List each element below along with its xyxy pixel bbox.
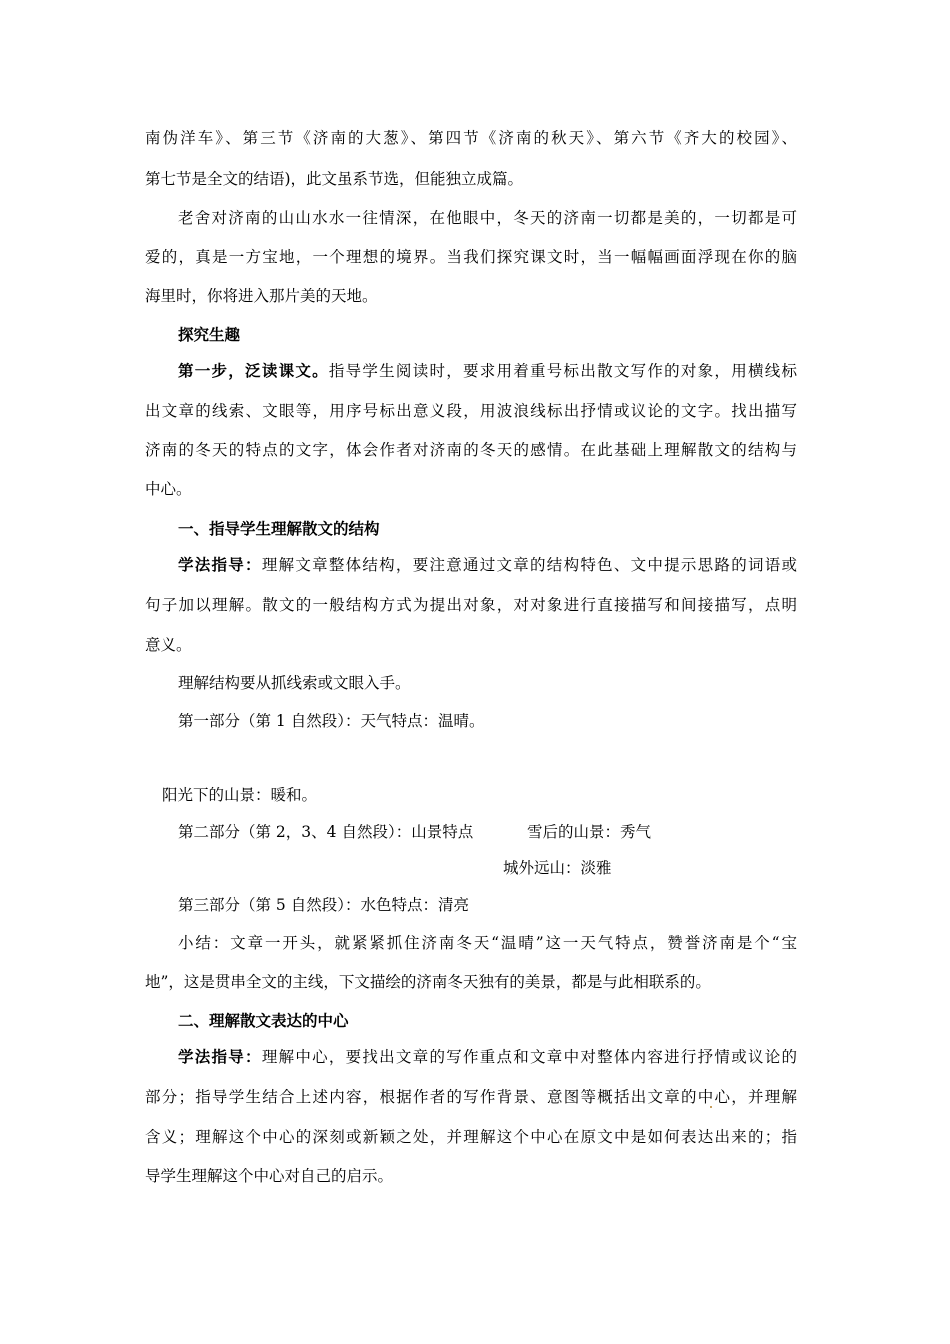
method-text: 理解文章整体结构，要注意通过文章的结构特色、文中提示思路的词语或 <box>261 556 797 574</box>
paragraph-line: 导学生理解这个中心对自己的启示。 <box>145 1167 394 1185</box>
method-text: 理解中心，要找出文章的写作重点和文章中对整体内容进行抒情或议论的 <box>261 1048 797 1066</box>
paragraph-line: 含义；理解这个中心的深刻或新颖之处，并理解这个中心在原文中是如何表达出来的；指 <box>145 1128 797 1146</box>
step-text: 指导学生阅读时，要求用着重号标出散文写作的对象，用横线标 <box>328 362 797 380</box>
method-label: 学法指导： <box>178 555 262 574</box>
step-label: 第一步，泛读课文。 <box>178 361 329 380</box>
paragraph-line: 中心。 <box>145 480 192 498</box>
paragraph-line: 爱的，真是一方宝地，一个理想的境界。当我们探究课文时，当一幅幅画面浮现在你的脑 <box>145 248 797 266</box>
paragraph-line: 句子加以理解。散文的一般结构方式为提出对象，对对象进行直接描写和间接描写，点明 <box>145 596 797 614</box>
section-heading: 二、理解散文表达的中心 <box>178 1011 349 1030</box>
paragraph-line: 部分；指导学生结合上述内容，根据作者的写作背景、意图等概括出文章的中心，并理解 <box>145 1088 797 1106</box>
paragraph-line: 小结：文章一开头，就紧紧抓住济南冬天“温晴”这一天气特点，赞誉济南是个“宝 <box>178 934 797 952</box>
paragraph-line <box>178 554 797 576</box>
structure-part-1: 第一部分（第 1 自然段）：天气特点：温晴。 <box>178 712 485 730</box>
structure-part-3: 第三部分（第 5 自然段）：水色特点：清亮 <box>178 896 469 914</box>
paragraph-line <box>178 1046 797 1068</box>
method-label: 学法指导： <box>178 1047 262 1066</box>
structure-part-2: 第二部分（第 2，3、4 自然段）：山景特点 <box>178 823 474 841</box>
paragraph-line: 南伪洋车》、第三节《济南的大葱》、第四节《济南的秋天》、第六节《齐大的校园》、 <box>145 129 797 147</box>
structure-sub-item: 雪后的山景：秀气 <box>527 823 652 841</box>
paragraph-line: 老舍对济南的山山水水一往情深，在他眼中，冬天的济南一切都是美的，一切都是可 <box>178 209 797 227</box>
paragraph-line: 理解结构要从抓线索或文眼入手。 <box>178 674 411 692</box>
paragraph-line <box>178 360 797 382</box>
section-heading: 探究生趣 <box>178 325 241 344</box>
section-heading: 一、指导学生理解散文的结构 <box>178 519 380 538</box>
paragraph-line: 济南的冬天的特点的文字，体会作者对济南的冬天的感情。在此基础上理解散文的结构与 <box>145 441 797 459</box>
paragraph-line: 意义。 <box>145 636 192 654</box>
structure-sub-item: 阳光下的山景：暖和。 <box>162 786 318 804</box>
paragraph-line: 出文章的线索、文眼等，用序号标出意义段，用波浪线标出抒情或议论的文字。找出描写 <box>145 402 797 420</box>
paragraph-line: 第七节是全文的结语)，此文虽系节选，但能独立成篇。 <box>145 170 524 188</box>
paragraph-line: 海里时，你将进入那片美的天地。 <box>145 287 378 305</box>
paragraph-line: 地”，这是贯串全文的主线，下文描绘的济南冬天独有的美景，都是与此相联系的。 <box>145 973 711 991</box>
structure-sub-item: 城外远山：淡雅 <box>503 859 612 877</box>
stray-mark <box>710 1106 712 1108</box>
